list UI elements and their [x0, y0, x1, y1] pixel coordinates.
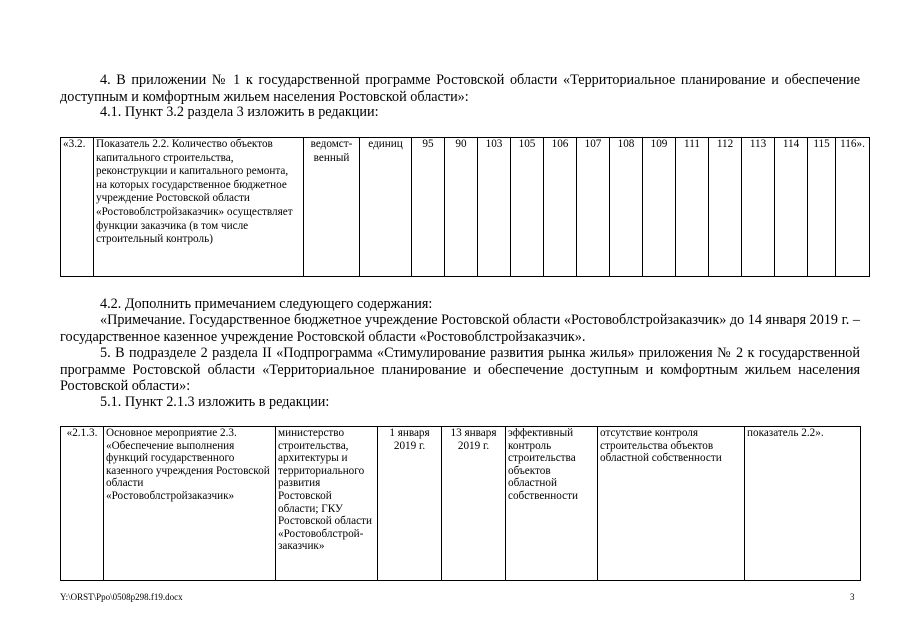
- page-number: 3: [850, 592, 855, 602]
- consequence: отсутствие контроля строительства объектов областной собственности: [598, 427, 745, 581]
- end-date: 13 января 2019 г.: [442, 427, 506, 581]
- expected-result: эффективный контроль строительства объектов областной собственности: [506, 427, 598, 581]
- value-cell: 112: [709, 138, 742, 277]
- value-cell: 115: [808, 138, 836, 277]
- row-number: «3.2.: [61, 138, 94, 277]
- paragraph-4: 4. В приложении № 1 к государственной программе Ростовской области «Территориальное планирование и обеспечение доступным и комфортным жильем населения Ростовской области»:: [60, 72, 860, 105]
- value-cell: 109: [643, 138, 676, 277]
- indicator-name: Показатель 2.2. Количество объектов капитального строительства, реконструкции и капитального ремонта, на которых государственное бюджетное учреждение Ростовской области «Ростовоблстройзаказчик» осуществляет функции заказчика (в том числе строительный контроль): [94, 138, 304, 277]
- indicator-link: показатель 2.2».: [745, 427, 861, 581]
- value-cell: 116».: [836, 138, 870, 277]
- paragraph-4-1: 4.1. Пункт 3.2 раздела 3 изложить в редакции:: [100, 104, 379, 120]
- table-row: [61, 138, 870, 277]
- activity-name: Основное мероприятие 2.3. «Обеспечение выполнения функций государственного казенного учреждения Ростовской области «Ростовоблстройзаказчик»: [104, 427, 276, 581]
- value-cell: 113: [742, 138, 775, 277]
- note-paragraph: «Примечание. Государственное бюджетное учреждение Ростовской области «Ростовоблстройзаказчик» до 14 января 2019 г. – государственное казенное учреждение Ростовской области «Ростовоблстройзаказчик».: [60, 312, 860, 345]
- value-cell: 95: [412, 138, 445, 277]
- value-cell: 105: [511, 138, 544, 277]
- indicator-type: ведомст-венный: [304, 138, 360, 277]
- indicator-unit: единиц: [360, 138, 412, 277]
- executor: министерство строительства, архитектуры и территориального развития Ростовской области; ГКУ Ростовской области «Ростовоблстрой-заказчик»: [276, 427, 378, 581]
- paragraph-5: 5. В подразделе 2 раздела II «Подпрограмма «Стимулирование развития рынка жилья» приложения № 2 к государственной программе Ростовской области «Территориальное планирование и обеспечение доступным и комфортным жильем населения Ростовской области»:: [60, 345, 860, 394]
- activity-table: [60, 426, 861, 581]
- paragraph-4-2: 4.2. Дополнить примечанием следующего содержания:: [100, 296, 433, 312]
- value-cell: 111: [676, 138, 709, 277]
- start-date: 1 января 2019 г.: [378, 427, 442, 581]
- value-cell: 108: [610, 138, 643, 277]
- indicator-table: [60, 137, 870, 277]
- value-cell: 106: [544, 138, 577, 277]
- file-path: Y:\ORST\Ppo\0508p298.f19.docx: [60, 592, 183, 602]
- value-cell: 114: [775, 138, 808, 277]
- table-row: [61, 427, 861, 581]
- row-number: «2.1.3.: [61, 427, 104, 581]
- paragraph-5-1: 5.1. Пункт 2.1.3 изложить в редакции:: [100, 394, 330, 410]
- value-cell: 90: [445, 138, 478, 277]
- value-cell: 107: [577, 138, 610, 277]
- value-cell: 103: [478, 138, 511, 277]
